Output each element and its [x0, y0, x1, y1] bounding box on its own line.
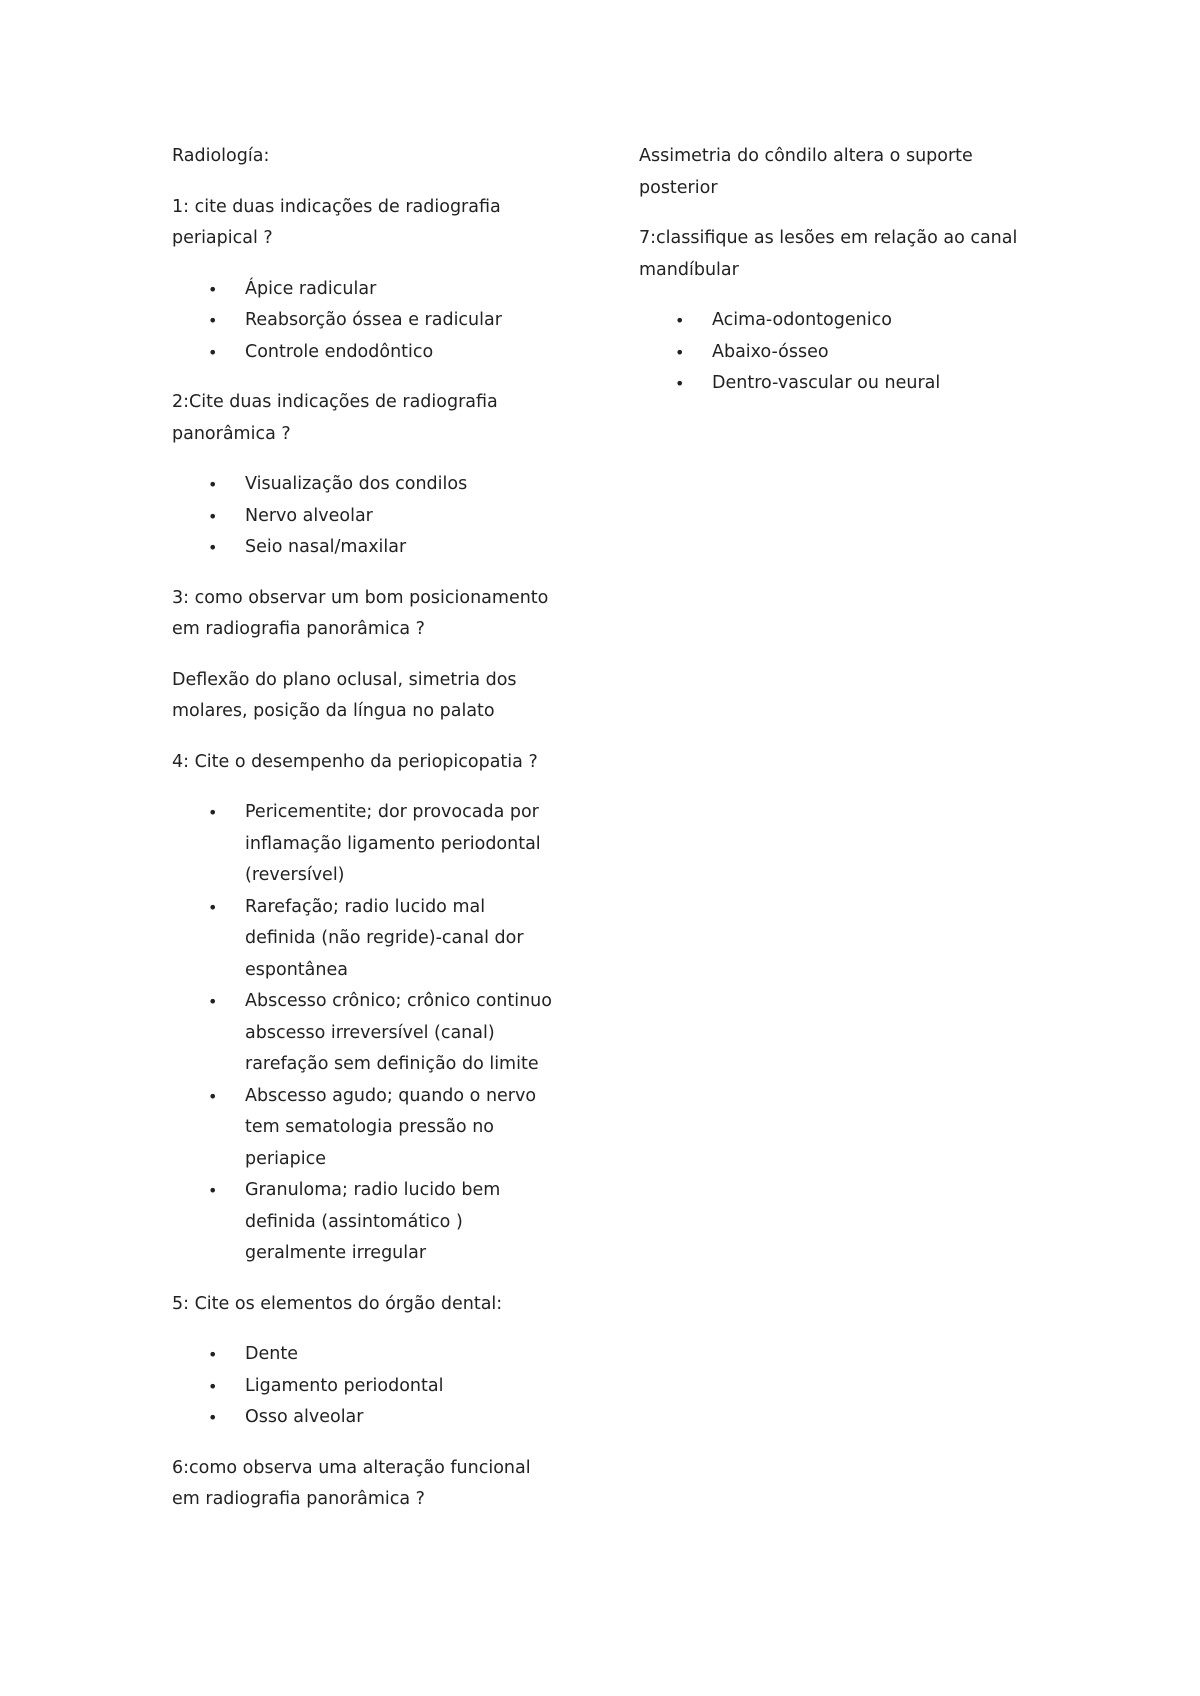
bullet-icon: • — [208, 1376, 218, 1396]
list-item: • Reabsorção óssea e radicular — [172, 305, 572, 337]
question-3-answer: Deflexão do plano oclusal, simetria dos molares, posição da língua no palato — [172, 669, 517, 721]
list-item: • Controle endodôntico — [172, 337, 572, 369]
question-4-answer-list — [172, 797, 572, 1270]
list-item: • Dente — [172, 1339, 572, 1371]
list-item: • Ligamento periodontal — [172, 1371, 572, 1403]
list-item: • Rarefação; radio lucido mal definida (não regride)-canal dor espontânea — [172, 892, 572, 987]
bullet-icon: • — [208, 1181, 218, 1200]
question-2-answer-list — [172, 469, 572, 564]
bullet-icon: • — [208, 506, 218, 526]
bullet-icon: • — [208, 897, 218, 917]
list-item: • Abscesso crônico; crônico continuo abscesso irreversível (canal) rarefação sem definição do limite — [172, 986, 572, 1081]
bullet-icon: • — [208, 279, 218, 299]
question-1: 1: cite duas indicações de radiografia periapical ? — [172, 196, 501, 248]
list-item: • Granuloma; radio lucido bem definida (assintomático ) geralmente irregular — [172, 1175, 572, 1270]
list-item: • Pericementite; dor provocada por inflamação ligamento periodontal (reversível) — [172, 797, 572, 892]
list-item: • Abaixo-ósseo — [639, 337, 1039, 369]
bullet-icon: • — [675, 342, 685, 362]
bullet-icon: • — [208, 475, 218, 494]
list-item: • Visualização dos condilos — [172, 469, 572, 501]
question-1-answer-list — [172, 274, 572, 369]
bullet-icon: • — [675, 311, 685, 330]
bullet-icon: • — [208, 1086, 218, 1106]
question-4: 4: Cite o desempenho da periopicopatia ? — [172, 751, 538, 772]
question-2: 2:Cite duas indicações de radiografia panorâmica ? — [172, 392, 498, 444]
bullet-icon: • — [208, 1345, 218, 1364]
bullet-icon: • — [208, 342, 218, 362]
list-item: • Nervo alveolar — [172, 501, 572, 533]
bullet-icon: • — [208, 992, 218, 1011]
bullet-icon: • — [208, 311, 218, 330]
list-item: • Seio nasal/maxilar — [172, 532, 572, 564]
bullet-icon: • — [208, 1408, 218, 1427]
list-item: • Osso alveolar — [172, 1402, 572, 1434]
list-item: • Abscesso agudo; quando o nervo tem sematologia pressão no periapice — [172, 1081, 572, 1176]
bullet-icon: • — [675, 374, 685, 393]
right-column — [639, 141, 1039, 419]
question-3: 3: como observar um bom posicionamento em radiografia panorâmica ? — [172, 587, 549, 639]
bullet-icon: • — [208, 803, 218, 822]
list-item: • Ápice radicular — [172, 274, 572, 306]
question-5: 5: Cite os elementos do órgão dental: — [172, 1293, 503, 1314]
question-6-answer: Assimetria do côndilo altera o suporte posterior — [639, 146, 973, 198]
question-5-answer-list — [172, 1339, 572, 1434]
list-item: • Acima-odontogenico — [639, 305, 1039, 337]
bullet-icon: • — [208, 538, 218, 557]
left-column — [172, 141, 572, 1535]
question-7: 7:classifique as lesões em relação ao canal mandíbular — [639, 228, 1018, 280]
list-item: • Dentro-vascular ou neural — [639, 368, 1039, 400]
question-6: 6:como observa uma alteração funcional em radiografia panorâmica ? — [172, 1457, 531, 1509]
document-title: Radiología: — [172, 146, 270, 166]
question-7-answer-list — [639, 305, 1039, 400]
